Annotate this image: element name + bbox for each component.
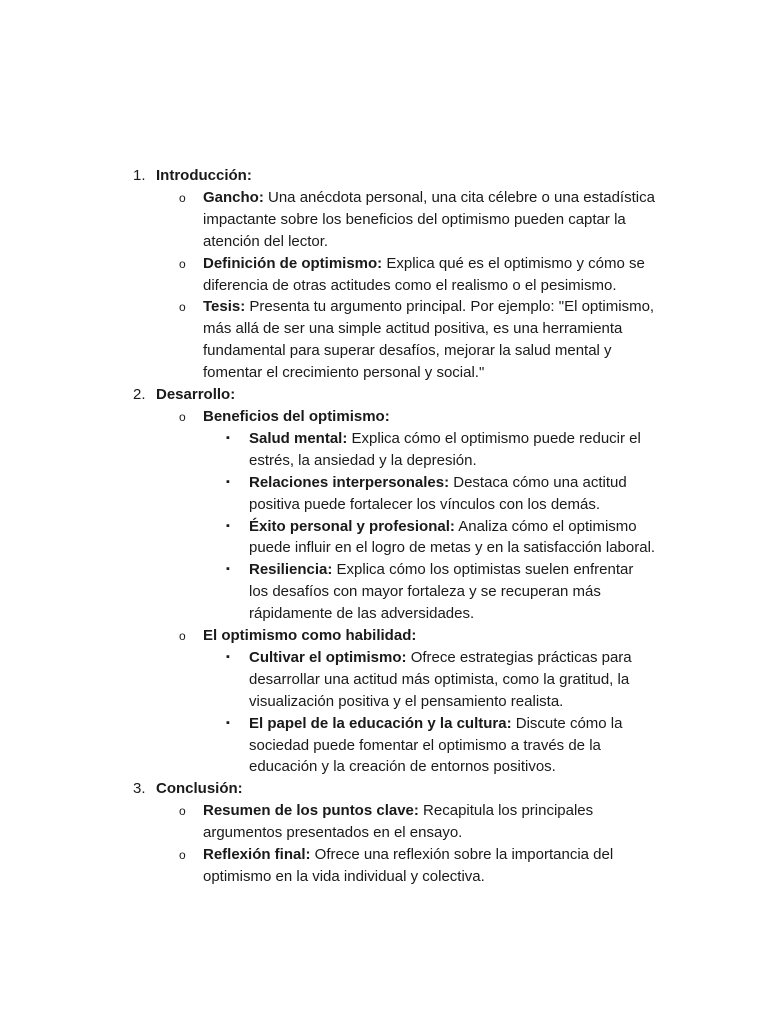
section-number: 3.: [133, 780, 146, 798]
section-number: 1.: [133, 167, 146, 184]
item-text: Una anécdota personal, una cita célebre o una estadística impactante sobre los beneficios del optimismo pueden captar la atención del lector.: [203, 188, 655, 250]
sub-list-item: [0, 559, 656, 625]
bullet: o: [179, 190, 186, 205]
bullet: o: [179, 300, 186, 315]
item-text: Explica cómo los optimistas suelen enfrentar los desafíos con mayor fortaleza y se recuperan más rápidamente de las adversidades.: [249, 561, 634, 623]
list-item: [0, 406, 656, 428]
list-item: [0, 844, 656, 888]
list-item: [0, 625, 656, 647]
sub-list-item: [0, 472, 656, 516]
item-label: Beneficios del optimismo:: [203, 407, 390, 425]
item-label: Resiliencia:: [249, 561, 333, 579]
item-label: Éxito personal y profesional:: [249, 517, 455, 535]
section-title: Introducción:: [156, 167, 252, 184]
item-text: Recapitula los principales argumentos presentados en el ensayo.: [203, 802, 594, 842]
item-label: El optimismo como habilidad:: [203, 627, 417, 645]
list-item: [0, 800, 656, 844]
item-text: Explica qué es el optimismo y cómo se diferencia de otras actitudes como el realismo o el pesimismo.: [203, 254, 645, 294]
item-text: Analiza cómo el optimismo puede influir en el logro de metas y en la satisfacción laboral.: [249, 517, 656, 557]
square-bullet: ▪: [226, 716, 230, 729]
item-text: Explica cómo el optimismo puede reducir el estrés, la ansiedad y la depresión.: [249, 429, 641, 469]
item-label: Salud mental:: [249, 429, 348, 447]
item-label: Relaciones interpersonales:: [249, 473, 450, 491]
item-label: Gancho:: [203, 188, 264, 206]
sub-list-item: [0, 647, 656, 713]
bullet: o: [179, 629, 186, 644]
sub-list-item: [0, 428, 656, 472]
item-label: Reflexión final:: [203, 846, 311, 864]
item-label: Cultivar el optimismo:: [249, 648, 407, 666]
section-title: Desarrollo:: [156, 386, 236, 404]
item-text: Ofrece una reflexión sobre la importancia del optimismo en la vida individual y colectiva.: [203, 846, 614, 885]
list-item: [0, 253, 656, 297]
square-bullet: ▪: [226, 563, 230, 576]
bullet: o: [179, 804, 186, 819]
square-bullet: ▪: [226, 519, 230, 532]
sub-list-item: [0, 516, 656, 560]
item-label: El papel de la educación y la cultura:: [249, 714, 512, 732]
item-text: Presenta tu argumento principal. Por ejemplo: "El optimismo, más allá de ser una simple actitud positiva, es una herramienta fundamental para superar desafíos, mejorar la salud mental y fomentar el crecimiento personal y social.": [203, 298, 655, 382]
bullet: o: [179, 409, 186, 424]
item-label: Resumen de los puntos clave:: [203, 802, 419, 820]
section-desarrollo: [0, 384, 656, 406]
item-text: Discute cómo la sociedad puede fomentar el optimismo a través de la educación y la creación de entornos positivos.: [249, 714, 623, 776]
item-text: Ofrece estrategias prácticas para desarrollar una actitud más optimista, como la gratitud, la visualización positiva y el pensamiento realista.: [249, 648, 632, 710]
bullet: o: [179, 848, 186, 863]
section-introduccion: [0, 165, 656, 187]
section-conclusion: [0, 778, 656, 800]
essay-outline: [0, 165, 768, 888]
list-item: [0, 296, 656, 384]
square-bullet: ▪: [226, 475, 230, 488]
section-number: 2.: [133, 386, 146, 404]
square-bullet: ▪: [226, 431, 230, 444]
item-text: Destaca cómo una actitud positiva puede fortalecer los vínculos con los demás.: [249, 473, 627, 513]
item-label: Definición de optimismo:: [203, 254, 383, 272]
square-bullet: ▪: [226, 650, 230, 663]
section-title: Conclusión:: [156, 780, 243, 798]
bullet: o: [179, 256, 186, 271]
list-item: [0, 187, 656, 253]
item-label: Tesis:: [203, 298, 246, 316]
sub-list-item: [0, 713, 656, 779]
